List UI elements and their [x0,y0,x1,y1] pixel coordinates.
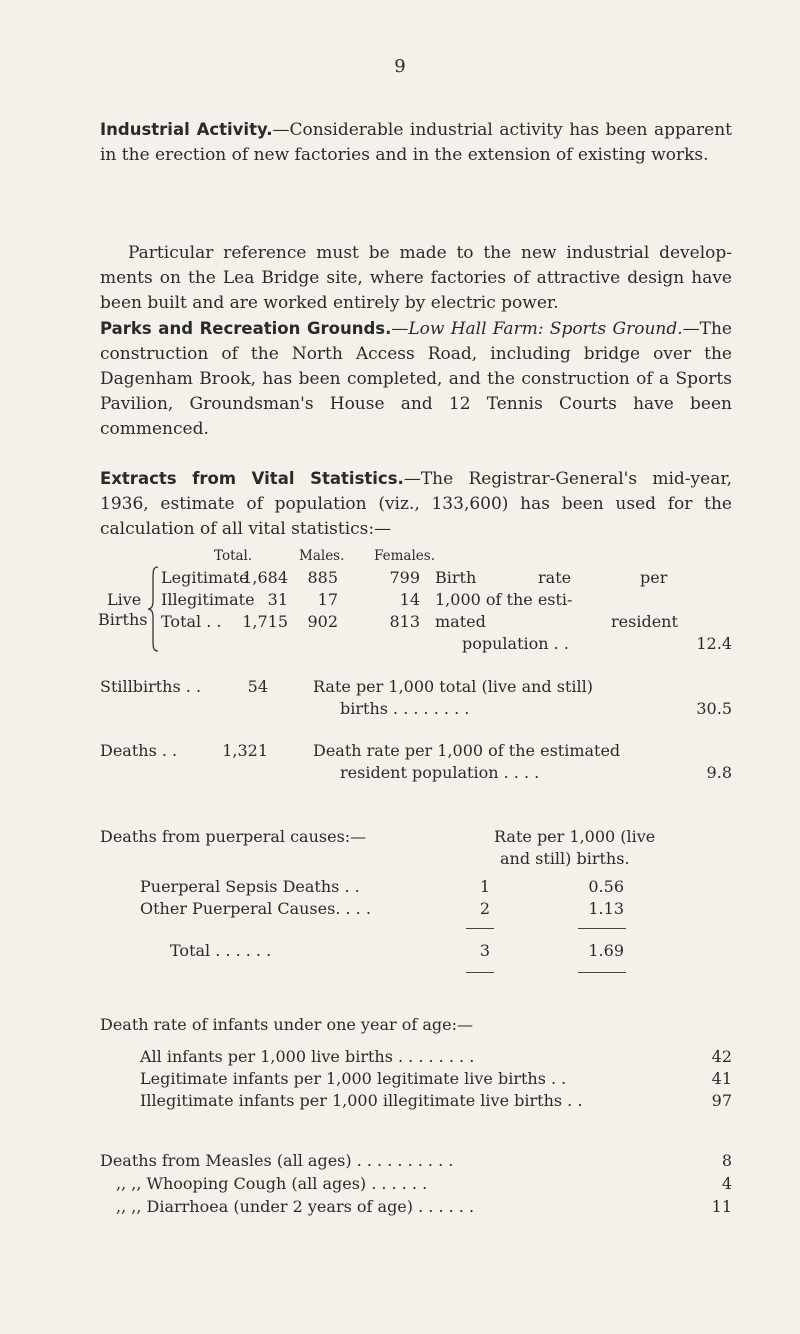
puerperal-total-rate: 1.69 [588,941,624,960]
birth-rate-word-birth: Birth [435,568,477,587]
all-infants-label: All infants per 1,000 live births . . . . . . . . [140,1047,475,1066]
other-puerperal-label: Other Puerperal Causes. . . . [140,899,371,918]
row-label-legitimate: Legitimate [161,568,249,587]
live-births-label-line2: Births [98,610,148,629]
death-rate-line2: resident population . . . . [340,763,540,782]
puerperal-total-count: 3 [479,941,490,960]
puerperal-rate-header-line1: Rate per 1,000 (live [494,827,656,846]
infant-heading: Death rate of infants under one year of age:— [100,1015,473,1034]
vital-statistics-text: —The Registrar-General's mid-year, 1936, estimate of population (viz., 133,600) has been used for the calculation of all vital statistics:— [100,469,733,539]
puerperal-heading: Deaths from puerperal causes:— [100,827,367,846]
col-header-females: Females. [374,548,435,564]
all-infants-value: 42 [711,1047,732,1066]
total-total: 1,715 [242,612,288,631]
industrial-activity-heading: Industrial Activity. [100,120,273,139]
stillbirth-rate-line2: births . . . . . . . . [340,699,470,718]
industrial-activity-text: —Considerable industrial activity has been apparent in the erection of new factories and in the extension of existing works. [100,120,732,165]
parks-text: —The construction of the North Access Road, including bridge over the Dagenham Brook, has been completed, and the construction of a Sports Pavilion, Groundsman's House and 12 Tennis Courts have been commenced. [100,319,732,439]
parks-dash: — [391,319,409,339]
puerperal-sepsis-rate: 0.56 [588,877,624,896]
live-births-label-line1: Live [107,590,142,609]
count-total-rule [466,972,494,973]
stillbirths-label: Stillbirths . . [100,677,202,696]
parks-subheading: Low Hall Farm: Sports Ground. [408,319,683,339]
legitimate-infants-label: Legitimate infants per 1,000 legitimate live births . . [140,1069,567,1088]
deaths-value: 1,321 [222,741,268,760]
diarrhoea-value: 11 [711,1197,732,1216]
puerperal-total-label: Total . . . . . . [170,941,272,960]
diarrhoea-label: ,, ,, Diarrhoea (under 2 years of age) . . . . . . [116,1197,475,1216]
death-rate-value: 9.8 [706,763,732,782]
parks-paragraph [100,316,732,442]
birth-rate-value: 12.4 [696,634,732,653]
birth-rate-word-per: per [640,568,668,587]
lea-bridge-text: Particular reference must be made to the new industrial develop- ments on the Lea Bridge site, where factories of attractive design have been built and are worked entirely by electric power. [100,243,732,313]
vital-statistics-paragraph [100,466,732,542]
deaths-label: Deaths . . [100,741,178,760]
illegitimate-infants-value: 97 [711,1091,732,1110]
measles-value: 8 [721,1151,732,1170]
birth-rate-word-mated: mated [435,612,486,631]
col-header-males: Males. [299,548,345,564]
other-puerperal-count: 2 [479,899,490,918]
rate-subtotal-rule [578,928,626,929]
whooping-cough-value: 4 [721,1174,732,1193]
illegitimate-total: 31 [267,590,288,609]
row-label-total: Total . . [161,612,222,631]
total-males: 902 [307,612,338,631]
total-females: 813 [389,612,420,631]
col-header-total: Total. [214,548,253,564]
birth-rate-word-rate: rate [538,568,572,587]
page-number: 9 [394,56,406,77]
other-puerperal-rate: 1.13 [588,899,624,918]
illegitimate-males: 17 [317,590,338,609]
death-rate-line1: Death rate per 1,000 of the estimated [313,741,621,760]
birth-rate-line4: population . . [462,634,569,653]
birth-rate-word-resident: resident [611,612,678,631]
legitimate-males: 885 [307,568,338,587]
rate-total-rule [578,972,626,973]
legitimate-total: 1,684 [242,568,288,587]
industrial-activity-paragraph [100,117,732,168]
legitimate-infants-value: 41 [711,1069,732,1088]
stillbirth-rate-line1: Rate per 1,000 total (live and still) [313,677,593,696]
puerperal-rate-header-line2: and still) births. [500,849,630,868]
row-label-illegitimate: Illegitimate [161,590,255,609]
vital-statistics-heading: Extracts from Vital Statistics. [100,469,404,488]
parks-heading: Parks and Recreation Grounds. [100,319,392,338]
puerperal-sepsis-label: Puerperal Sepsis Deaths . . [140,877,360,896]
whooping-cough-label: ,, ,, Whooping Cough (all ages) . . . . . . [116,1174,428,1193]
stillbirth-rate-value: 30.5 [696,699,732,718]
puerperal-sepsis-count: 1 [479,877,490,896]
count-subtotal-rule [466,928,494,929]
stillbirths-value: 54 [247,677,268,696]
illegitimate-females: 14 [399,590,420,609]
birth-rate-line2: 1,000 of the esti- [435,590,573,609]
legitimate-females: 799 [389,568,420,587]
illegitimate-infants-label: Illegitimate infants per 1,000 illegitimate live births . . [140,1091,583,1110]
measles-label: Deaths from Measles (all ages) . . . . . . . . . . [100,1151,454,1170]
lea-bridge-paragraph [100,241,732,316]
curly-brace-icon [146,565,160,653]
